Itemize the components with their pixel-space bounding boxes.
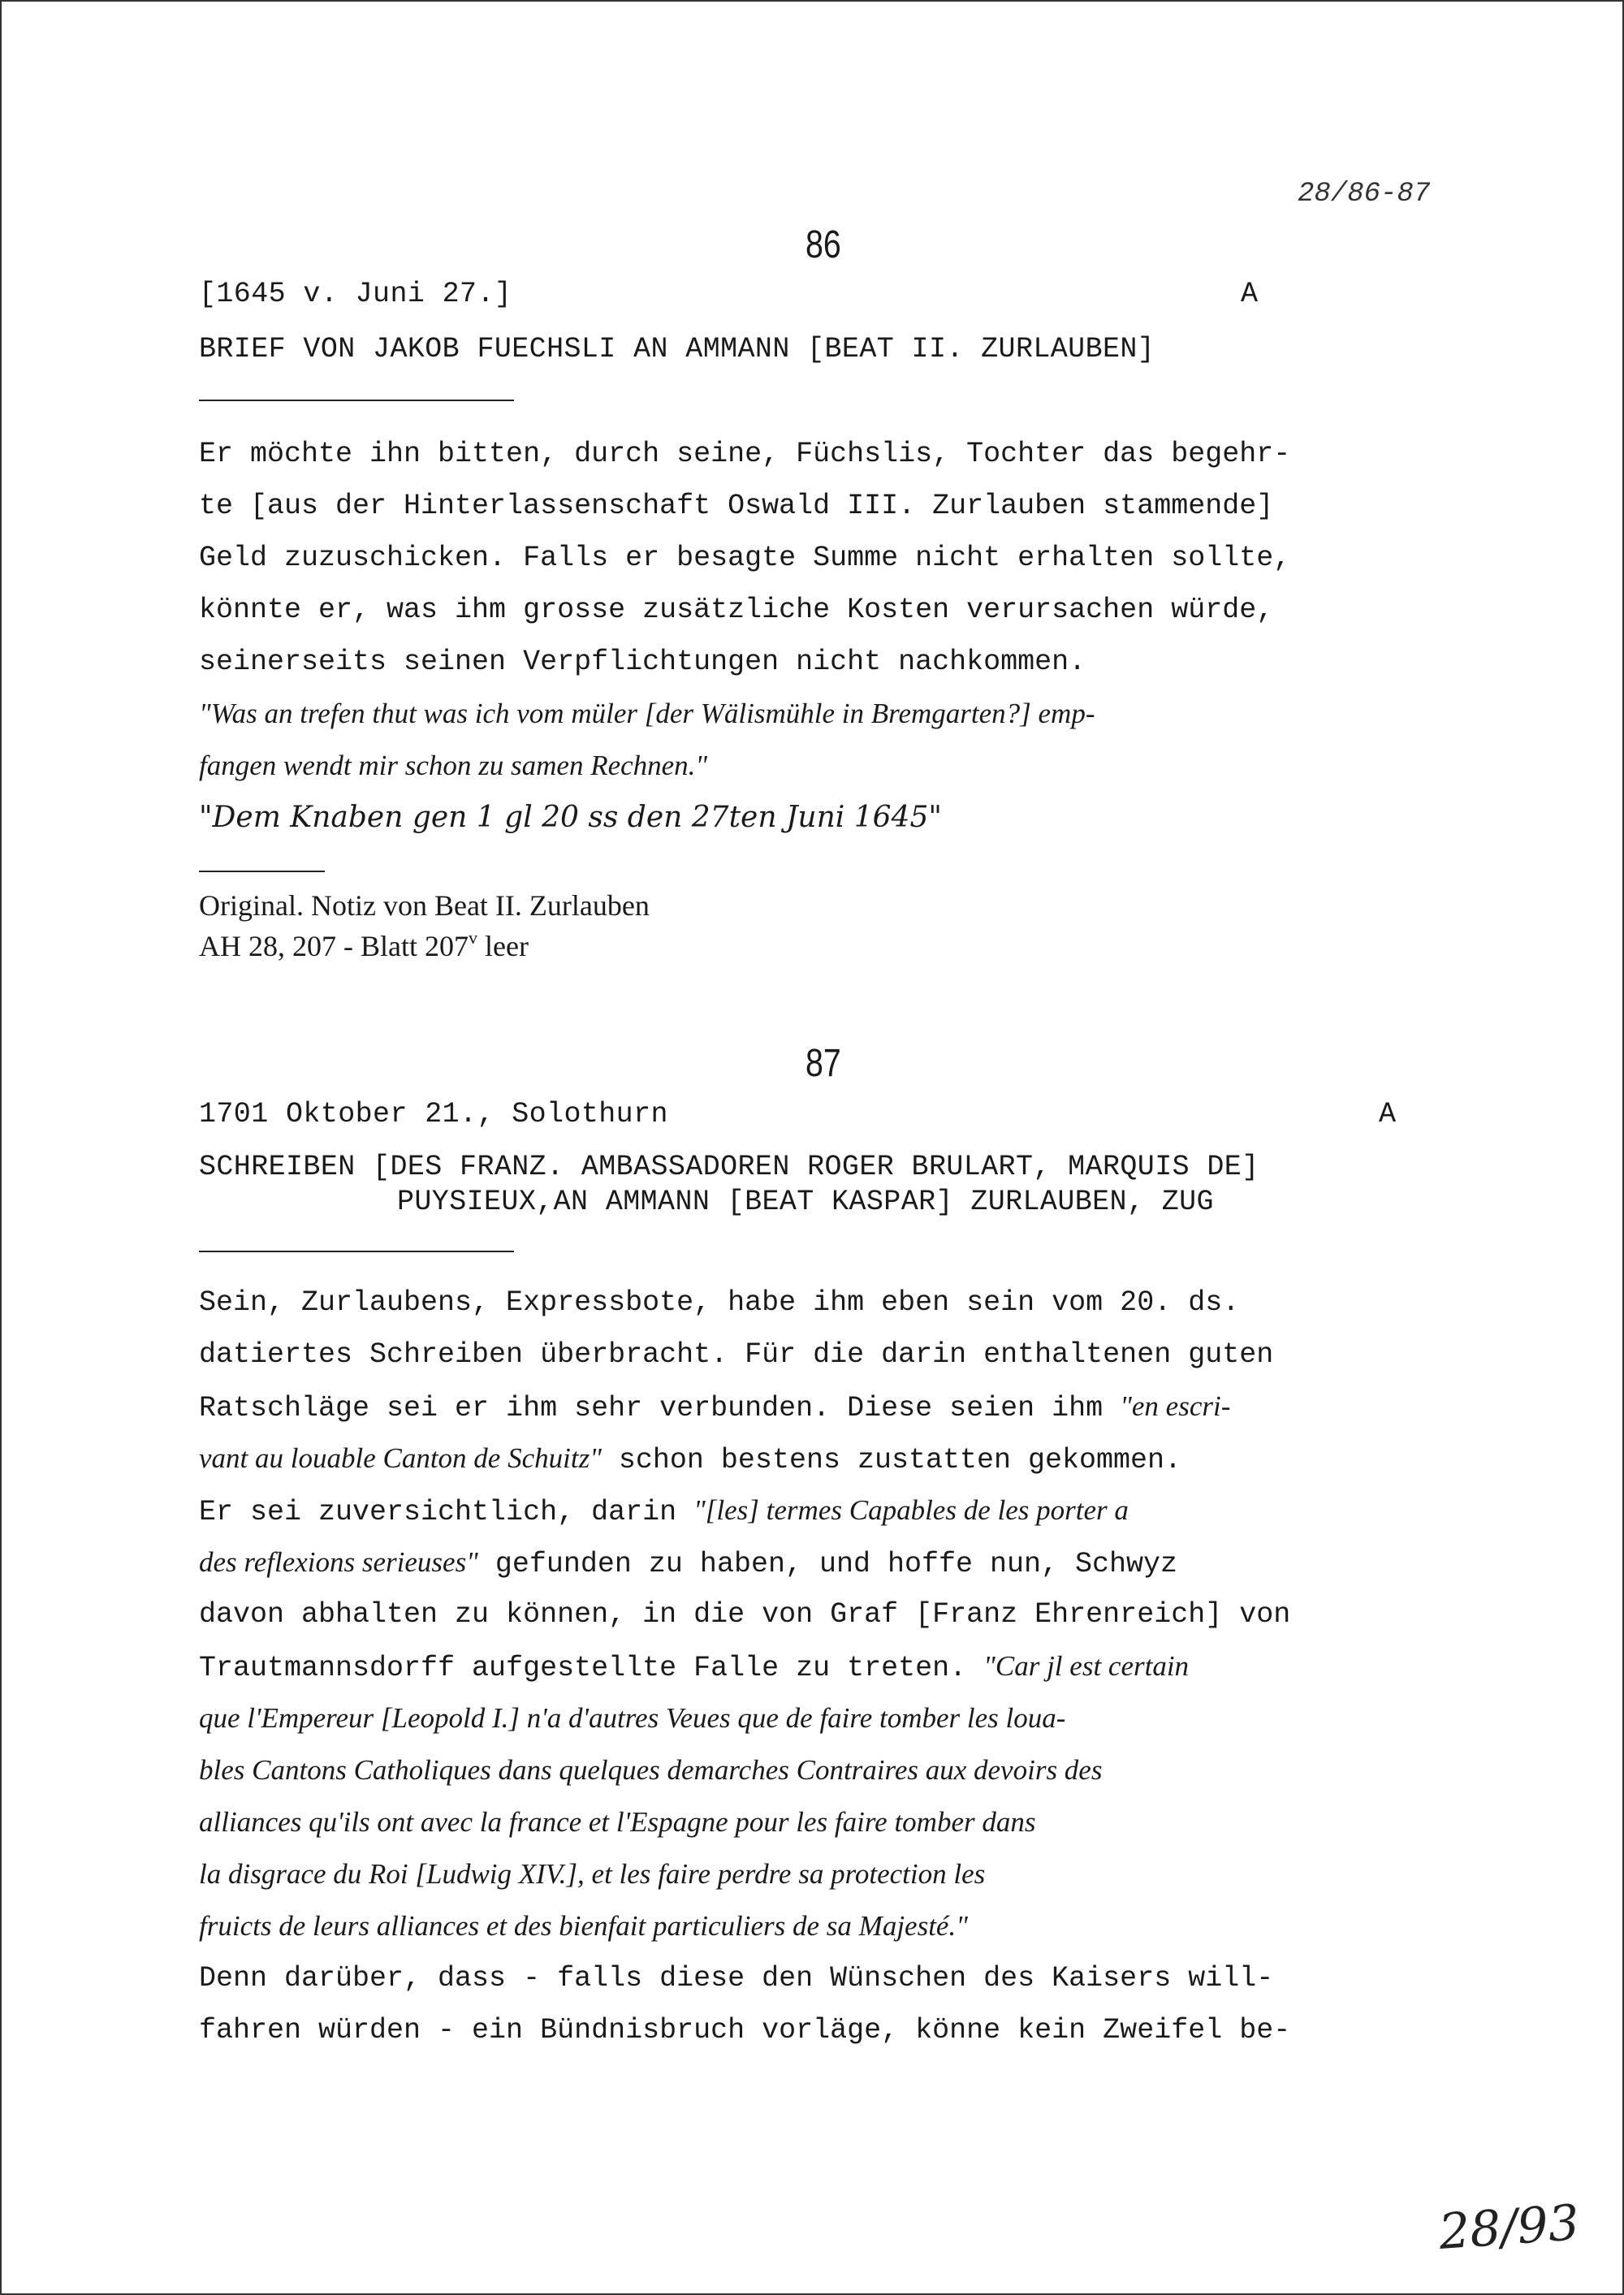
doc86-handwritten-quote: "Dem Knaben gen 1 gl 20 ss den 27ten Juni 1645" [199,801,942,834]
doc87-quote-line: que l'Empereur [Leopold I.] n'a d'autres Veues que de faire tomber les loua- [199,1702,1066,1734]
doc86-title: BRIEF VON JAKOB FUECHSLI AN AMMANN [BEAT II. ZURLAUBEN] [199,333,1155,365]
doc87-date: 1701 Oktober 21., Solothurn [199,1098,668,1130]
doc86-body-line: Geld zuzuschicken. Falls er besagte Summe nicht erhalten sollte, [199,542,1291,574]
doc87-quote: vant au louable Canton de Schuitz" [199,1442,602,1474]
doc87-body-line: Denn darüber, dass - falls diese den Wünschen des Kaisers will- [199,1962,1274,1995]
doc86-note-rule [199,871,325,872]
doc86-note-verso: v [468,927,477,948]
doc87-body-line [199,1381,1466,1433]
doc87-body-line: datiertes Schreiben überbracht. Für die darin enthaltenen guten [199,1338,1274,1371]
doc87-title-line1: SCHREIBEN [DES FRANZ. AMBASSADOREN ROGER BRULART, MARQUIS DE] [199,1151,1259,1183]
doc87-quote: des reflexions serieuses" [199,1546,478,1578]
doc87-text: Trautmannsdorff aufgestellte Falle zu treten. [199,1652,984,1684]
doc87-quote-line: fruicts de leurs alliances et des bienfait particuliers de sa Majesté." [199,1910,968,1942]
document-number-86: 86 [806,223,841,266]
doc87-text: Er sei zuversichtlich, darin [199,1496,694,1528]
doc87-body-line [199,1536,1466,1588]
doc87-title-rule [199,1251,514,1252]
doc87-body-line [199,1433,1466,1485]
doc87-text: gefunden zu haben, und hoffe nun, Schwyz [477,1548,1178,1580]
doc87-body-line: fahren würden - ein Bündnisbruch vorläge, könne kein Zweifel be- [199,2014,1291,2046]
doc86-type: A [1241,278,1259,310]
page-number-stamp: 28/93 [1436,2194,1582,2261]
doc87-quote: "[les] termes Capables de les porter a [693,1494,1129,1526]
doc87-quote: "en escri- [1120,1390,1231,1422]
doc86-note-line2-text: AH 28, 207 - Blatt 207 [199,930,469,962]
doc86-body-line: seinerseits seinen Verpflichtungen nicht nachkommen. [199,646,1086,678]
doc86-body [199,428,1466,844]
doc87-text: Ratschläge sei er ihm sehr verbunden. Diese seien ihm [199,1392,1121,1424]
doc86-note-line2-end: leer [477,930,529,962]
doc86-body-line: Er möchte ihn bitten, durch seine, Füchslis, Tochter das begehr- [199,438,1291,470]
doc86-quote-line: fangen wendt mir schon zu samen Rechnen." [199,750,708,781]
doc87-body-line [199,1485,1466,1536]
doc87-text: schon bestens zustatten gekommen. [601,1444,1182,1476]
archive-reference: 28/86-87 [1298,179,1431,210]
doc86-quote-line: "Was an trefen thut was ich vom müler [der Wälismühle in Bremgarten?] emp- [199,698,1095,729]
doc87-quote: "Car jl est certain [983,1650,1190,1682]
doc86-note-line1: Original. Notiz von Beat II. Zurlauben [199,889,650,922]
doc87-quote-line: la disgrace du Roi [Ludwig XIV.], et les faire perdre sa protection les [199,1858,986,1890]
doc87-type: A [1379,1098,1397,1130]
doc86-title-rule [199,400,514,401]
doc87-body-line: Sein, Zurlaubens, Expressbote, habe ihm eben sein vom 20. ds. [199,1286,1240,1319]
doc87-body-line: davon abhalten zu können, in die von Graf [Franz Ehrenreich] von [199,1598,1291,1631]
doc87-quote-line: alliances qu'ils ont avec la france et l'Espagne pour les faire tomber dans [199,1806,1036,1838]
doc87-body [199,1277,1466,2056]
doc86-date: [1645 v. Juni 27.] [199,278,512,310]
doc86-body-line: könnte er, was ihm grosse zusätzliche Kosten verursachen würde, [199,594,1274,626]
doc86-note [199,888,650,963]
doc87-title-line2: PUYSIEUX,AN AMMANN [BEAT KASPAR] ZURLAUBEN, ZUG [397,1186,1214,1218]
doc86-note-line2 [199,923,650,963]
document-number-87: 87 [806,1042,841,1085]
doc86-body-line: te [aus der Hinterlassenschaft Oswald III. Zurlauben stammende] [199,490,1274,522]
doc87-quote-line: bles Cantons Catholiques dans quelques demarches Contraires aux devoirs des [199,1754,1103,1786]
doc87-body-line [199,1640,1466,1692]
